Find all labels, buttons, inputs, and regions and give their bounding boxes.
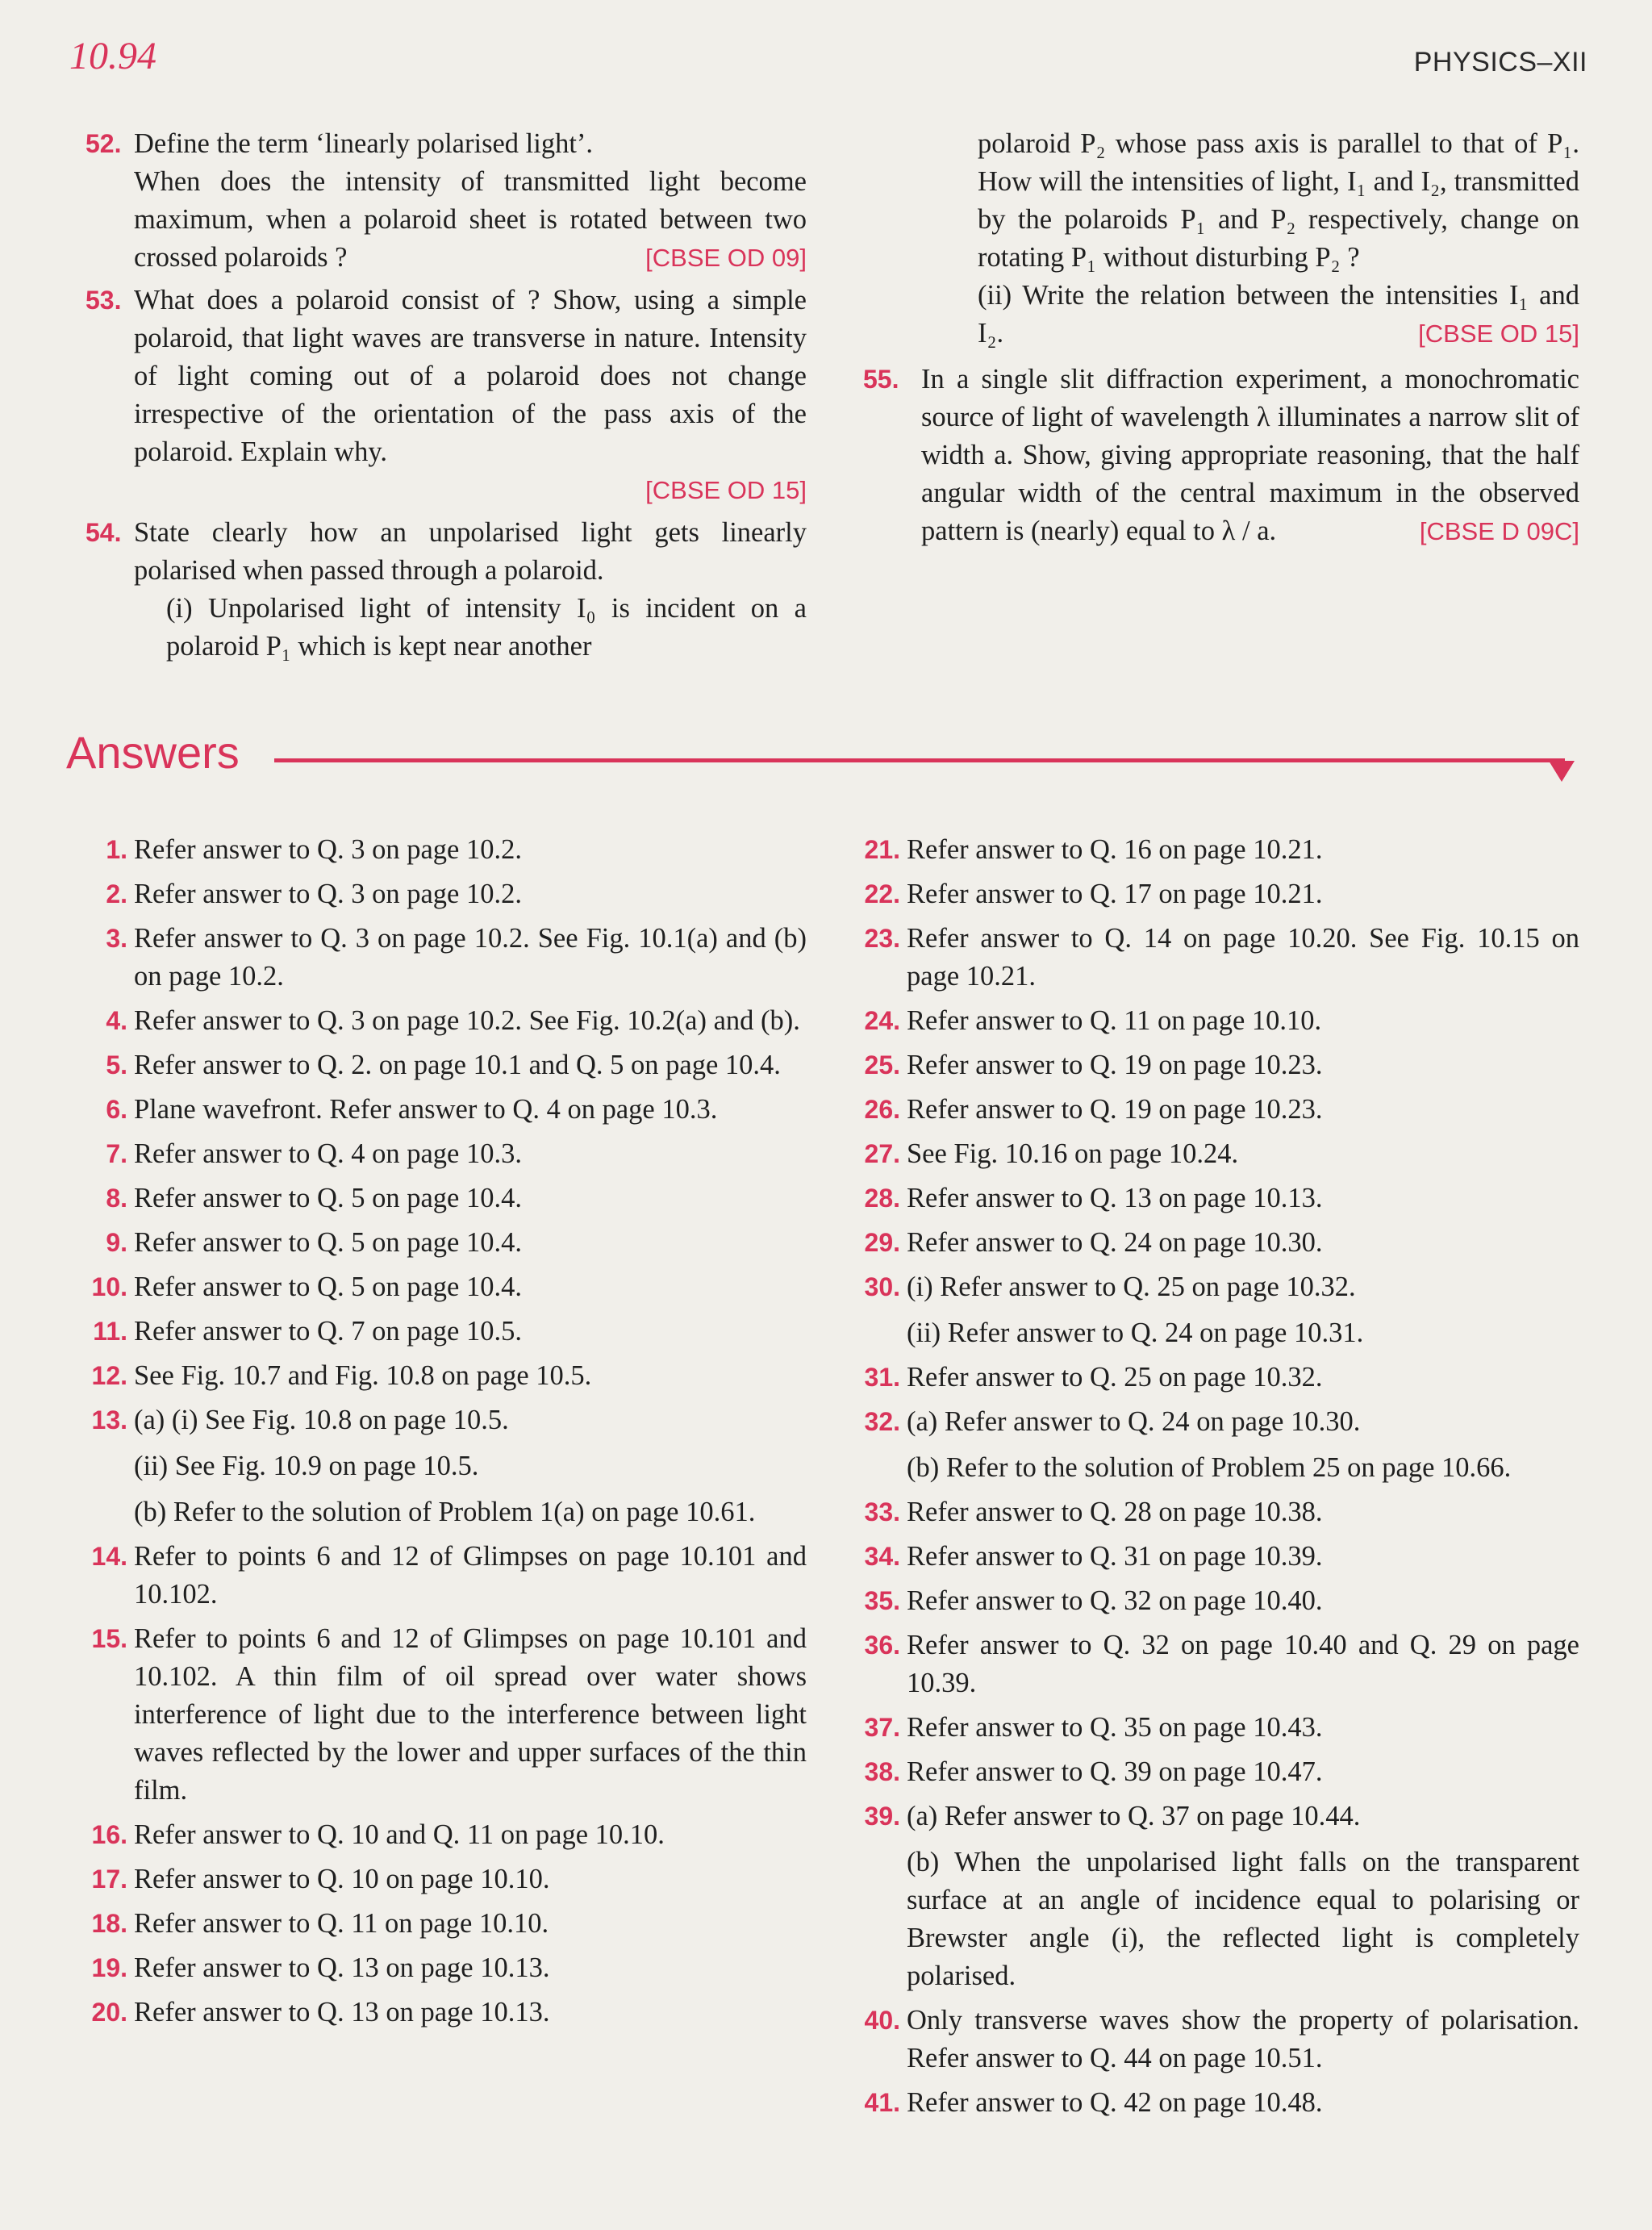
answer-text: Refer to points 6 and 12 of Glimpses on page 10.101 and 10.102. [134,1541,807,1610]
answer-text: Refer answer to Q. 32 on page 10.40 and Q. 29 on page 10.39. [907,1630,1579,1698]
answer-number: 34. [864,1542,900,1571]
answer-number: 21. [864,835,900,864]
question-text: When does the intensity of transmitted light become maximum, when a polaroid sheet is rotated between two crossed polaroids ? [134,166,807,273]
answer-text: (a) (i) See Fig. 10.8 on page 10.5. [134,1405,509,1435]
answer-subpart: (b) Refer to the solution of Problem 1(a) on page 10.61. [134,1497,756,1527]
answer-text: Refer answer to Q. 4 on page 10.3. [134,1138,522,1169]
answer-number: 15. [91,1624,127,1653]
answer-text: Refer answer to Q. 42 on page 10.48. [907,2087,1323,2118]
answer-item [839,1046,1579,1084]
answer-number: 40. [864,2006,900,2035]
answer-text: Refer answer to Q. 10 and Q. 11 on page 10.10. [134,1819,665,1850]
answer-text: Refer answer to Q. 31 on page 10.39. [907,1541,1323,1572]
answer-number: 5. [106,1050,127,1080]
answer-text: Refer answer to Q. 10 on page 10.10. [134,1864,550,1894]
answer-item [66,1046,807,1084]
answer-number: 6. [106,1095,127,1124]
answer-item [839,1135,1579,1173]
answer-number: 19. [91,1953,127,1982]
answer-number: 16. [91,1820,127,1849]
exam-tag: [CBSE OD 09] [645,244,807,272]
answer-number: 1. [106,835,127,864]
answer-number: 13. [91,1405,127,1434]
answer-item [839,1493,1579,1531]
answer-number: 29. [864,1228,900,1257]
question-item [66,125,807,277]
answers-heading: Answers [66,727,240,778]
answer-text: Only transverse waves show the property of polarisation. Refer answer to Q. 44 on page 10.51. [907,2005,1579,2073]
answer-item [839,1798,1579,1995]
answer-text: Refer answer to Q. 13 on page 10.13. [134,1997,550,2027]
answer-item [839,1403,1579,1487]
answer-item [839,875,1579,913]
answer-item [66,875,807,913]
answer-number: 37. [864,1713,900,1742]
answer-text: Refer answer to Q. 19 on page 10.23. [907,1094,1323,1125]
answer-subpart: (ii) See Fig. 10.9 on page 10.5. [134,1451,479,1481]
answer-text: See Fig. 10.16 on page 10.24. [907,1138,1239,1169]
running-head: PHYSICS–XII [1413,47,1587,77]
answer-subpart: (ii) Refer answer to Q. 24 on page 10.31. [907,1318,1364,1348]
answer-item [839,1002,1579,1040]
question-text: State clearly how an unpolarised light gets linearly polarised when passed through a polaroid. [134,517,807,586]
answer-number: 25. [864,1050,900,1080]
exam-tag: [CBSE OD 15] [645,476,807,504]
answer-number: 7. [106,1139,127,1168]
question-item [857,361,1579,550]
answer-text: Refer answer to Q. 3 on page 10.2. [134,834,522,865]
answer-text: Refer answer to Q. 3 on page 10.2. See Fig. 10.1(a) and (b) on page 10.2. [134,923,807,992]
answer-item [839,920,1579,996]
answer-number: 20. [91,1998,127,2027]
exam-tag: [CBSE OD 15] [1418,319,1579,348]
answer-item [66,1091,807,1129]
answer-text: Refer answer to Q. 32 on page 10.40. [907,1585,1323,1616]
answer-item [66,831,807,869]
answer-text: (i) Refer answer to Q. 25 on page 10.32. [907,1272,1356,1302]
answer-item [839,1180,1579,1217]
question-text: polaroid P₂ whose pass axis is parallel to that of P₁. How will the intensities of light, I₁ and I₂, transmitted by the polaroids P₁ and P₂ respectively, change on rotating P₁ without disturbing P₂ ? [978,128,1579,273]
answer-text: Refer answer to Q. 5 on page 10.4. [134,1183,522,1213]
answer-text: Refer answer to Q. 14 on page 10.20. See Fig. 10.15 on page 10.21. [907,923,1579,992]
answer-number: 32. [864,1407,900,1436]
answer-text: Refer answer to Q. 2. on page 10.1 and Q. 5 on page 10.4. [134,1050,781,1080]
answer-number: 14. [91,1542,127,1571]
answer-text: Refer answer to Q. 19 on page 10.23. [907,1050,1323,1080]
exam-tag: [CBSE D 09C] [1419,517,1579,545]
answer-number: 8. [106,1184,127,1213]
answer-number: 23. [864,924,900,953]
answer-number: 30. [864,1272,900,1301]
answer-item [66,1538,807,1614]
answer-number: 17. [91,1865,127,1894]
answer-item [839,2002,1579,2078]
triangle-marker-icon [1549,761,1575,782]
answer-text: Refer answer to Q. 16 on page 10.21. [907,834,1323,865]
answer-item [839,831,1579,869]
answer-number: 24. [864,1006,900,1035]
answer-item [839,1709,1579,1747]
answer-text: Refer answer to Q. 35 on page 10.43. [907,1712,1323,1743]
question-item [66,514,807,666]
question-number: 55. [863,365,899,394]
answer-item [66,1401,807,1531]
answer-text: Refer answer to Q. 5 on page 10.4. [134,1227,522,1258]
answer-number: 12. [91,1361,127,1390]
answer-text: Refer to points 6 and 12 of Glimpses on page 10.101 and 10.102. A thin film of oil spread over water shows interference of light due to the interference between light waves reflected by the lower and upper surfaces of the thin film. [134,1623,807,1806]
question-number: 52. [86,129,122,158]
answer-number: 22. [864,879,900,908]
answer-number: 33. [864,1497,900,1526]
answer-text: Refer answer to Q. 11 on page 10.10. [907,1005,1322,1036]
answer-item [66,1620,807,1810]
question-text: Define the term ‘linearly polarised light’. [134,128,594,159]
answer-text: Refer answer to Q. 25 on page 10.32. [907,1362,1323,1393]
question-number: 54. [86,518,122,547]
answer-number: 4. [106,1006,127,1035]
answer-number: 31. [864,1363,900,1392]
answer-item [839,1627,1579,1702]
answer-item [839,1753,1579,1791]
answer-item [66,1313,807,1351]
answer-item [839,1224,1579,1262]
question-subpart: (i) Unpolarised light of intensity I₀ is incident on a polaroid P₁ which is kept near another [166,593,807,662]
answer-item [66,1905,807,1943]
answer-text: Refer answer to Q. 13 on page 10.13. [907,1183,1323,1213]
answer-item [66,1860,807,1898]
answer-item [839,2084,1579,2122]
answer-item [66,1949,807,1987]
answer-item [839,1582,1579,1620]
answer-subpart: (b) Refer to the solution of Problem 25 on page 10.66. [907,1452,1512,1483]
answer-text: Refer answer to Q. 3 on page 10.2. [134,879,522,909]
answer-text: Refer answer to Q. 7 on page 10.5. [134,1316,522,1347]
answer-text: See Fig. 10.7 and Fig. 10.8 on page 10.5. [134,1360,592,1391]
answer-item [66,1180,807,1217]
answer-number: 18. [91,1909,127,1938]
answer-item [66,1816,807,1854]
question-number: 53. [86,286,122,315]
answer-item [66,1268,807,1306]
answer-number: 39. [864,1802,900,1831]
answer-number: 10. [91,1272,127,1301]
question-item [66,282,807,509]
answer-text: Refer answer to Q. 24 on page 10.30. [907,1227,1323,1258]
answer-number: 36. [864,1631,900,1660]
answer-number: 9. [106,1228,127,1257]
answer-item [66,1002,807,1040]
answer-number: 26. [864,1095,900,1124]
questions-right-column [857,125,1579,555]
answer-item [839,1359,1579,1397]
answer-text: (a) Refer answer to Q. 24 on page 10.30. [907,1406,1361,1437]
question-text: What does a polaroid consist of ? Show, using a simple polaroid, that light waves are transverse in nature. Intensity of light coming out of a polaroid does not change irrespective of the orientation of the pass axis of the polaroid. Explain why. [134,285,807,467]
answer-item [66,1135,807,1173]
answer-text: Refer answer to Q. 17 on page 10.21. [907,879,1323,909]
heading-rule [274,758,1565,762]
answers-right-column [839,831,1579,2128]
page-number: 10.94 [69,35,156,77]
answer-number: 3. [106,924,127,953]
answer-text: Refer answer to Q. 28 on page 10.38. [907,1497,1323,1527]
answer-item [839,1268,1579,1352]
answer-number: 41. [864,2088,900,2117]
answer-text: Refer answer to Q. 5 on page 10.4. [134,1272,522,1302]
answer-text: Refer answer to Q. 39 on page 10.47. [907,1756,1323,1787]
answer-text: Plane wavefront. Refer answer to Q. 4 on page 10.3. [134,1094,718,1125]
answers-left-column [66,831,807,2038]
question-continuation [857,125,1579,353]
answer-text: Refer answer to Q. 13 on page 10.13. [134,1952,550,1983]
answer-subpart: (b) When the unpolarised light falls on the transparent surface at an angle of incidence equal to polarising or Brewster angle (i), the reflected light is completely polarised. [907,1847,1579,1991]
answer-number: 28. [864,1184,900,1213]
answer-number: 27. [864,1139,900,1168]
answer-item [66,1994,807,2032]
answer-text: Refer answer to Q. 11 on page 10.10. [134,1908,549,1939]
answer-item [66,1224,807,1262]
answer-text: (a) Refer answer to Q. 37 on page 10.44. [907,1801,1361,1831]
answer-number: 38. [864,1757,900,1786]
questions-left-column [66,125,807,670]
answer-item [839,1091,1579,1129]
answer-item [66,1357,807,1395]
answer-number: 35. [864,1586,900,1615]
answer-item [839,1538,1579,1576]
answer-number: 11. [93,1317,127,1346]
answer-text: Refer answer to Q. 3 on page 10.2. See Fig. 10.2(a) and (b). [134,1005,800,1036]
question-text: In a single slit diffraction experiment, a monochromatic source of light of wavelength λ illuminates a narrow slit of width a. Show, giving appropriate reasoning, that the half angular width of the central maximum in the observed pattern is (nearly) equal to λ / a. [921,364,1579,546]
answer-number: 2. [106,879,127,908]
answer-item [66,920,807,996]
question-subpart: (ii) Write the relation between the intensities I₁ and I₂. [978,280,1579,349]
